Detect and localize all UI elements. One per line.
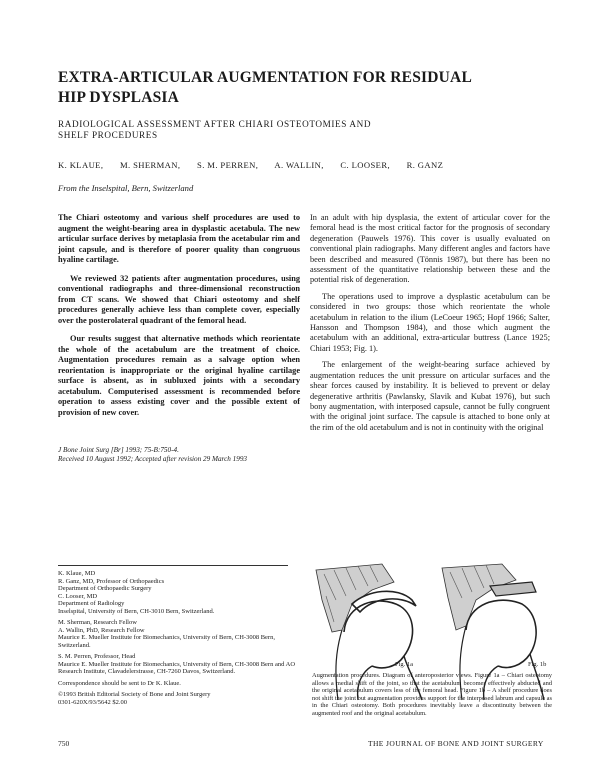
author: S. M. PERREN, xyxy=(197,160,259,170)
body-text xyxy=(310,213,550,439)
footnote-line: K. Klaue, MD xyxy=(58,570,96,577)
footnote-line: ©1993 British Editorial Society of Bone and Joint Surgery xyxy=(58,691,211,698)
footnote-block xyxy=(58,653,308,676)
figure-caption: Augmentation procedures. Diagram of anteroposterior views. Figure 1a – Chiari osteotomy allows a medial shift of the joint, so that the acetabulum becomes effectively abducted and the original acetabulum covers less of the femoral head. Figure 1b – A shelf procedure does not shift the joint but augmentation provides support for the interposed labrum and capsule as in the Chiari osteotomy. Both procedures inevitably leave a discontinuity between the augmented roof and the original acetabulum. xyxy=(312,672,552,717)
footnote-line: Maurice E. Mueller Institute for Biomechanics, University of Bern, CH-3008 Bern and AO Research Institute, Clavadelerstrasse, CH-7260 Davos, Switzerland. xyxy=(58,660,296,675)
abstract-paragraph: Our results suggest that alternative methods which reorientate the whole of the acetabulum are the treatment of choice. Augmentation procedures remain as a salvage option when reorientation is inappropriate or the original hyaline cartilage surface is absent, as in subluxed joints with a secondary acetabulum. Computerised assessment is recommended before operation to assess existing cover and the possible extent of provision of new cover. xyxy=(58,334,300,417)
footnote-block xyxy=(58,691,308,706)
figure-label-1b: Fig. 1b xyxy=(528,661,547,668)
footnote-line: Inselspital, University of Bern, CH-3010 Bern, Switzerland. xyxy=(58,607,215,615)
footnote-block xyxy=(58,619,308,649)
author: A. WALLIN, xyxy=(274,160,324,170)
footnote-line: M. Sherman, Research Fellow xyxy=(58,619,137,626)
footnote-line: A. Wallin, PhD, Research Fellow xyxy=(58,626,145,634)
citation-line: J Bone Joint Surg [Br] 1993; 75-B:750-4. xyxy=(58,446,179,454)
footnote-line: Maurice E. Mueller Institute for Biomechanics, University of Bern, CH-3008 Bern, Switzerland. xyxy=(58,634,275,649)
page-number: 750 xyxy=(58,739,70,748)
title-line: EXTRA-ARTICULAR AUGMENTATION FOR RESIDUAL xyxy=(58,69,472,86)
article-title xyxy=(58,68,478,108)
title-line: HIP DYSPLASIA xyxy=(58,89,180,106)
footnote-line: Department of Orthopaedic Surgery xyxy=(58,585,152,592)
footnote-line: 0301-620X/93/5642 $2.00 xyxy=(58,698,127,706)
footnote-line: S. M. Perren, Professor, Head xyxy=(58,653,136,660)
abstract-paragraph: We reviewed 32 patients after augmentation procedures, using conventional radiographs and three-dimensional reconstruction from CT scans. We showed that Chiari osteotomy and shelf procedures generally achieve less than complete cover, especially over the posterolateral quadrant of the femoral head. xyxy=(58,273,300,325)
figure-label-1a: Fig. 1a xyxy=(395,661,414,668)
article-subtitle xyxy=(58,119,458,141)
footnote-line: Correspondence should be sent to Dr K. Klaue. xyxy=(58,679,181,687)
footnote-line: R. Ganz, MD, Professor of Orthopaedics xyxy=(58,577,165,585)
affiliation: From the Inselspital, Bern, Switzerland xyxy=(58,183,194,193)
footnote-line: Department of Radiology xyxy=(58,600,125,607)
author: K. KLAUE, xyxy=(58,160,104,170)
footnotes xyxy=(58,570,308,710)
subtitle-line: SHELF PROCEDURES xyxy=(58,130,158,140)
body-paragraph: In an adult with hip dysplasia, the extent of articular cover for the femoral head is the most critical factor for the prognosis of secondary degeneration (Pauwels 1976). This cover is usually evaluated on conventional plain radiographs. Many different angles and factors have been described and measured (Tönnis 1987), but there has been no assessment of the quantitative relationship between these and the potential risk of degeneration. xyxy=(310,213,550,285)
author: M. SHERMAN, xyxy=(119,160,181,170)
body-paragraph: The enlargement of the weight-bearing surface achieved by augmentation reduces the unit pressure on articular surfaces and the shear forces caused by instability. It is believed to prevent or delay degenerative arthritis (Pawlansky, Slavik and Kubat 1976), but such bony augmentation, with interposed capsule, cannot be fully congruent with the original joint surface. The capsule is attached to bone only at the rim of the old acetabulum and is not in continuity with the original xyxy=(310,360,550,432)
ilium-hatched-bone xyxy=(442,564,516,630)
body-paragraph: The operations used to improve a dysplastic acetabulum can be considered in two groups: those which reorientate the whole acetabulum in relation to the ilium (LeCoeur 1965; Hopf 1966; Salter, Hansson and Thompson 1984), and those which augment the acetabulum with an additional, extra-articular buttress (Lance 1925; Chiari 1953; Fig. 1). xyxy=(310,291,550,353)
abstract xyxy=(58,213,300,426)
citation xyxy=(58,446,300,464)
footnote-rule xyxy=(58,565,288,566)
footnote-block xyxy=(58,680,308,688)
footnote-block xyxy=(58,570,308,615)
subtitle-line: RADIOLOGICAL ASSESSMENT AFTER CHIARI OSTEOTOMIES AND xyxy=(58,119,372,129)
journal-name: THE JOURNAL OF BONE AND JOINT SURGERY xyxy=(368,739,544,748)
femoral-head-outline xyxy=(344,601,413,668)
footnote-line: C. Looser, MD xyxy=(58,592,98,600)
abstract-paragraph: The Chiari osteotomy and various shelf procedures are used to augment the weight-bearing area in dysplastic acetabula. The new articular surface derives by metaplasia from the acetabular rim and joint capsule, and is therefore of poorer quality than congruous hyaline cartilage. xyxy=(58,213,300,264)
author-list xyxy=(58,160,578,170)
citation-line: Received 10 August 1992; Accepted after revision 29 March 1993 xyxy=(58,455,248,463)
author: C. LOOSER, xyxy=(340,160,391,170)
author: R. GANZ xyxy=(406,160,444,170)
femoral-head-outline xyxy=(466,600,536,667)
